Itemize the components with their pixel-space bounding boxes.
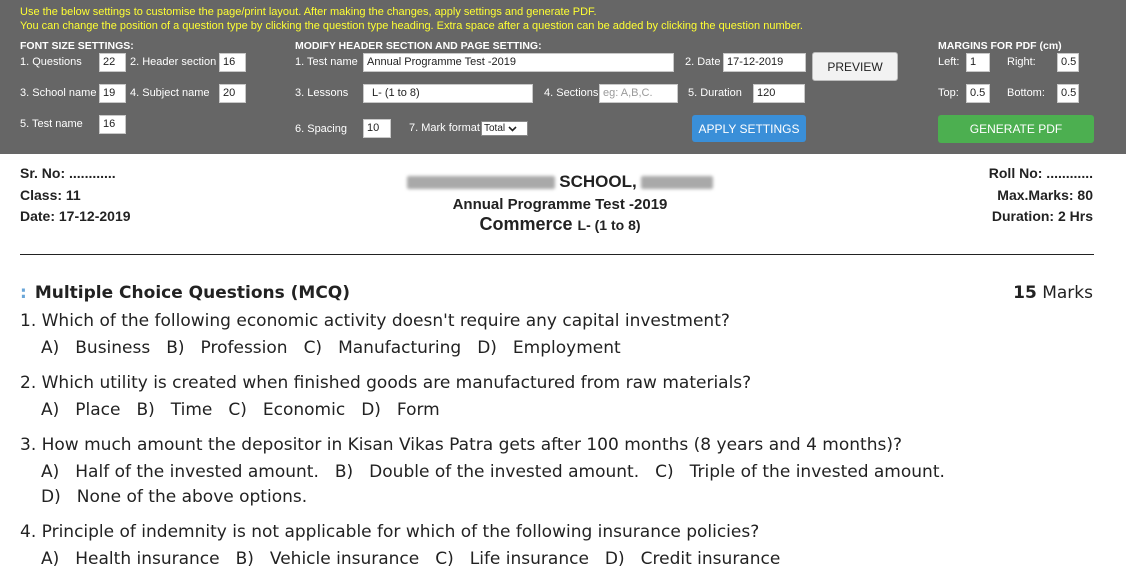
option-text: Credit insurance	[640, 549, 781, 569]
margin-left-label: Left:	[938, 56, 960, 68]
mark-format-label: 7. Mark format	[409, 122, 480, 134]
header-divider	[20, 254, 1094, 255]
option	[477, 338, 620, 358]
option-letter: B)	[235, 549, 254, 569]
mark-format-value: Total	[484, 123, 506, 134]
question-2-options	[41, 400, 456, 420]
duration-input[interactable]: 120	[753, 84, 805, 103]
option	[655, 462, 945, 482]
subject-name: Commerce	[479, 214, 573, 234]
paper-date: Date: 17-12-2019	[20, 208, 131, 224]
section-marks	[1013, 283, 1093, 303]
option	[41, 400, 120, 420]
info-line-1: Use the below settings to customise the page/print layout. After making the changes, apply settings and generate PDF.	[20, 6, 597, 18]
option-letter: D)	[477, 338, 497, 358]
subject-name-size-input[interactable]: 20	[219, 84, 246, 103]
option-text: Triple of the invested amount.	[689, 462, 945, 482]
question-4-options	[41, 549, 796, 569]
option-letter: A)	[41, 549, 60, 569]
generate-pdf-button[interactable]: GENERATE PDF	[938, 115, 1094, 143]
margin-left-input[interactable]: 1	[966, 53, 990, 72]
test-name-size-input[interactable]: 16	[99, 115, 126, 134]
margins-heading: MARGINS FOR PDF (cm)	[938, 40, 1062, 52]
option	[435, 549, 589, 569]
blurred-school-prefix	[407, 176, 555, 189]
option	[41, 338, 150, 358]
apply-settings-button[interactable]: APPLY SETTINGS	[692, 115, 806, 142]
option-text: Economic	[262, 400, 346, 420]
option-letter: C)	[303, 338, 323, 358]
questions-size-input[interactable]: 22	[99, 53, 126, 72]
option-text: Time	[170, 400, 213, 420]
header-section-size-input[interactable]: 16	[219, 53, 246, 72]
option-letter: C)	[228, 400, 247, 420]
option-letter: B)	[166, 338, 185, 358]
question-1[interactable]: 1. Which of the following economic activity doesn't require any capital investment?	[20, 311, 730, 331]
roll-no: Roll No: ............	[988, 165, 1093, 181]
margin-top-input[interactable]: 0.5	[966, 84, 990, 103]
section-bullet: :	[20, 283, 27, 303]
option-text: Form	[396, 400, 440, 420]
lessons-label: 3. Lessons	[295, 87, 349, 99]
option-letter: C)	[655, 462, 674, 482]
sr-no: Sr. No: ............	[20, 165, 116, 181]
option-letter: D)	[41, 487, 61, 507]
school-name-size-label: 3. School name	[20, 87, 97, 99]
option	[166, 338, 287, 358]
section-marks-word: Marks	[1042, 283, 1093, 303]
duration-label: 5. Duration	[688, 87, 742, 99]
margin-top-label: Top:	[938, 87, 959, 99]
sections-input[interactable]: eg: A,B,C.	[599, 84, 678, 103]
margin-bottom-label: Bottom:	[1007, 87, 1045, 99]
header-section-size-label: 2. Header section	[130, 56, 217, 68]
mark-format-select[interactable]	[481, 121, 528, 136]
option-text: Manufacturing	[338, 338, 462, 358]
option-text: Business	[75, 338, 151, 358]
question-3[interactable]: 3. How much amount the depositor in Kisan Vikas Patra gets after 100 months (8 years and 4 months)?	[20, 435, 902, 455]
option-letter: D)	[604, 549, 625, 569]
option	[605, 549, 780, 569]
margin-right-label: Right:	[1007, 56, 1036, 68]
subject-name-size-label: 4. Subject name	[130, 87, 210, 99]
class-label: Class: 11	[20, 187, 81, 203]
font-size-heading: FONT SIZE SETTINGS:	[20, 40, 134, 52]
sections-label: 4. Sections	[544, 87, 599, 99]
option-text: Place	[75, 400, 121, 420]
chevron-down-icon	[508, 126, 517, 132]
option	[136, 400, 212, 420]
info-line-2: You can change the position of a question type by clicking the question type heading. Extra space after a question can be added by clicking the question number.	[20, 20, 803, 32]
option-text: Vehicle insurance	[269, 549, 420, 569]
option	[41, 462, 319, 482]
modify-header-heading: MODIFY HEADER SECTION AND PAGE SETTING:	[295, 40, 542, 52]
option-text: Life insurance	[469, 549, 589, 569]
option	[335, 462, 639, 482]
option	[304, 338, 462, 358]
test-name-size-label: 5. Test name	[20, 118, 83, 130]
date-input[interactable]: 17-12-2019	[723, 53, 806, 72]
blurred-school-location	[641, 176, 713, 189]
option-letter: B)	[136, 400, 155, 420]
test-name-label: 1. Test name	[295, 56, 358, 68]
question-4[interactable]: 4. Principle of indemnity is not applicable for which of the following insurance policies?	[20, 522, 760, 542]
option-letter: A)	[41, 400, 60, 420]
margin-right-input[interactable]: 0.5	[1057, 53, 1079, 72]
school-name: SCHOOL,	[559, 172, 637, 191]
date-label: 2. Date	[685, 56, 721, 68]
section-title: Multiple Choice Questions (MCQ)	[34, 283, 351, 303]
school-name-line	[330, 172, 790, 192]
option-letter: D)	[361, 400, 381, 420]
option	[228, 400, 345, 420]
option-letter: A)	[41, 462, 60, 482]
question-3-options-row2	[41, 487, 323, 507]
option-letter: C)	[435, 549, 454, 569]
school-name-size-input[interactable]: 19	[99, 84, 126, 103]
questions-size-label: 1. Questions	[20, 56, 82, 68]
margin-bottom-input[interactable]: 0.5	[1057, 84, 1079, 103]
option-text: Employment	[512, 338, 621, 358]
lessons-input[interactable]: L- (1 to 8)	[363, 84, 533, 103]
spacing-input[interactable]: 10	[363, 119, 391, 138]
preview-button[interactable]: PREVIEW	[812, 52, 898, 81]
paper-duration: Duration: 2 Hrs	[991, 208, 1093, 224]
subject-line	[330, 214, 790, 235]
settings-panel	[0, 0, 1126, 154]
test-name-heading: Annual Programme Test -2019	[452, 196, 668, 213]
option	[41, 549, 220, 569]
test-name-input[interactable]: Annual Programme Test -2019	[363, 53, 674, 72]
spacing-label: 6. Spacing	[295, 123, 347, 135]
option-letter: B)	[334, 462, 354, 482]
option	[236, 549, 420, 569]
option-letter: A)	[41, 338, 60, 358]
question-3-options-row1	[41, 462, 961, 482]
section-heading[interactable]	[20, 283, 350, 303]
question-1-options	[41, 338, 637, 358]
option-text: None of the above options.	[76, 487, 308, 507]
subject-lessons: L- (1 to 8)	[577, 217, 641, 233]
option	[41, 487, 307, 507]
option-text: Double of the invested amount.	[369, 462, 640, 482]
max-marks: Max.Marks: 80	[997, 187, 1093, 203]
option-text: Half of the invested amount.	[75, 462, 319, 482]
option-text: Profession	[200, 338, 288, 358]
question-2[interactable]: 2. Which utility is created when finished goods are manufactured from raw materials?	[20, 373, 752, 393]
option	[361, 400, 440, 420]
option-text: Health insurance	[75, 549, 220, 569]
section-marks-number: 15	[1013, 283, 1037, 303]
